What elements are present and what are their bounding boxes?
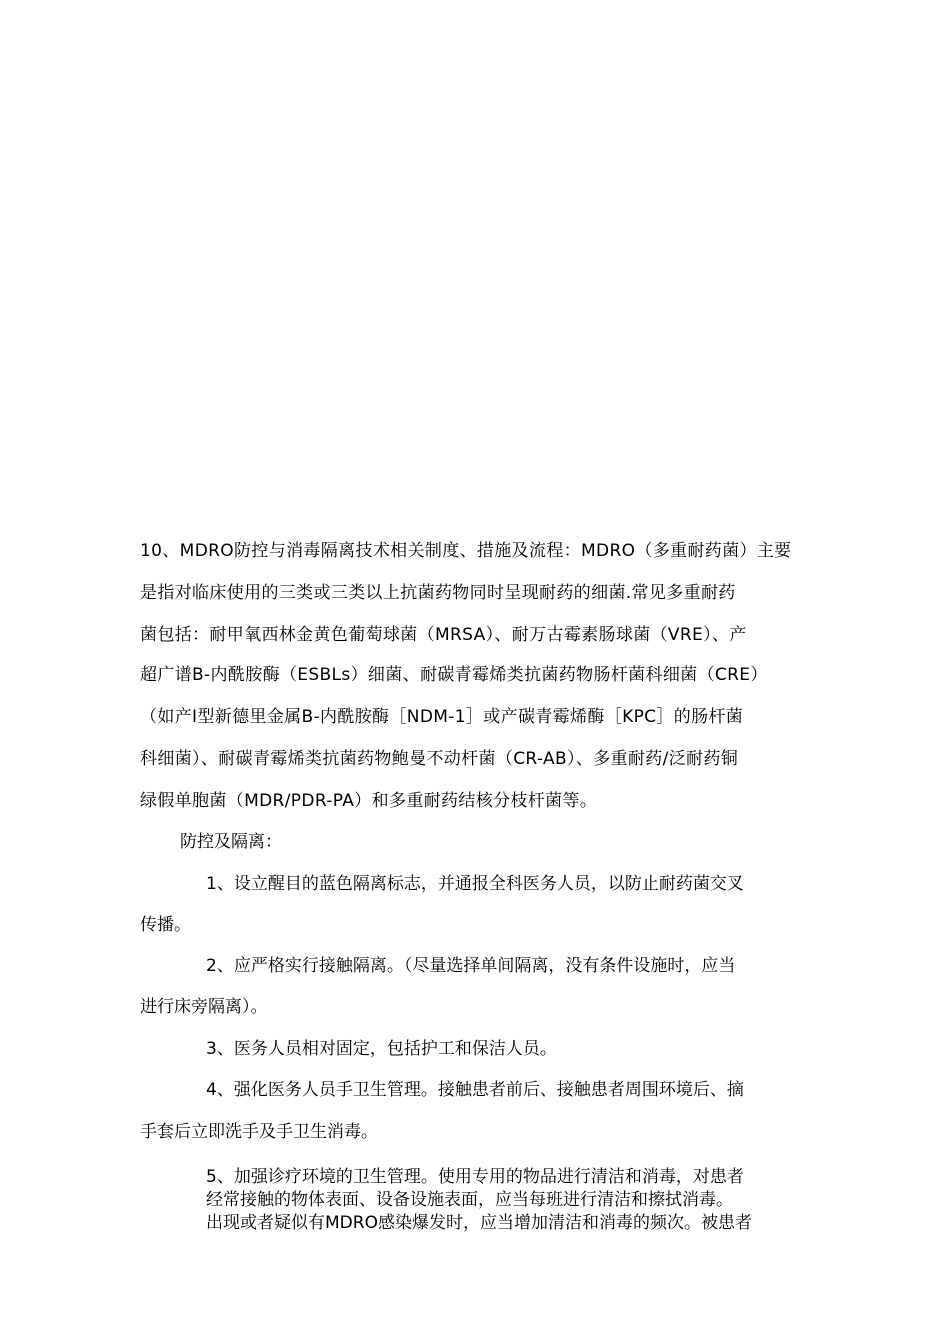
paragraph-1-line-5: （如产Ⅰ型新德里金属B-内酰胺酶［NDM-1］或产碳青霉烯酶［KPC］的肠杆菌 — [140, 707, 744, 727]
section-heading: 防控及隔离： — [180, 832, 282, 852]
item-5-line-3: 出现或者疑似有MDRO感染爆发时，应当增加清洁和消毒的频次。被患者 — [206, 1213, 752, 1233]
item-4-line-1: 4、强化医务人员手卫生管理。接触患者前后、接触患者周围环境后、摘 — [206, 1080, 744, 1100]
item-1-line-1: 1、设立醒目的蓝色隔离标志，并通报全科医务人员，以防止耐药菌交叉 — [206, 874, 744, 894]
item-2-line-1: 2、应严格实行接触隔离。（尽量选择单间隔离，没有条件设施时，应当 — [206, 956, 736, 976]
paragraph-1-line-6: 科细菌）、耐碳青霉烯类抗菌药物鲍曼不动杆菌（CR-AB）、多重耐药/泛耐药铜 — [140, 749, 739, 769]
paragraph-1-line-3: 菌包括：耐甲氧西林金黄色葡萄球菌（MRSA）、耐万古霉素肠球菌（VRE）、产 — [140, 625, 747, 645]
item-2-line-2: 进行床旁隔离）。 — [140, 997, 268, 1017]
paragraph-1-line-4: 超广谱B-内酰胺酶（ESBLs）细菌、耐碳青霉烯类抗菌药物肠杆菌科细菌（CRE） — [140, 665, 768, 685]
paragraph-1-line-7: 绿假单胞菌（MDR/PDR-PA）和多重耐药结核分枝杆菌等。 — [140, 791, 598, 811]
paragraph-1-line-2: 是指对临床使用的三类或三类以上抗菌药物同时呈现耐药的细菌.常见多重耐药 — [140, 583, 736, 603]
item-5-line-1: 5、加强诊疗环境的卫生管理。使用专用的物品进行清洁和消毒，对患者 — [206, 1167, 744, 1187]
item-4-line-2: 手套后立即洗手及手卫生消毒。 — [140, 1122, 378, 1142]
item-3-line-1: 3、医务人员相对固定，包括护工和保洁人员。 — [206, 1039, 557, 1059]
item-1-line-2: 传播。 — [140, 915, 191, 935]
paragraph-1-line-1: 10、MDRO防控与消毒隔离技术相关制度、措施及流程：MDRO（多重耐药菌）主要 — [140, 541, 792, 561]
item-5-line-2: 经常接触的物体表面、设备设施表面，应当每班进行清洁和擦拭消毒。 — [206, 1190, 733, 1210]
